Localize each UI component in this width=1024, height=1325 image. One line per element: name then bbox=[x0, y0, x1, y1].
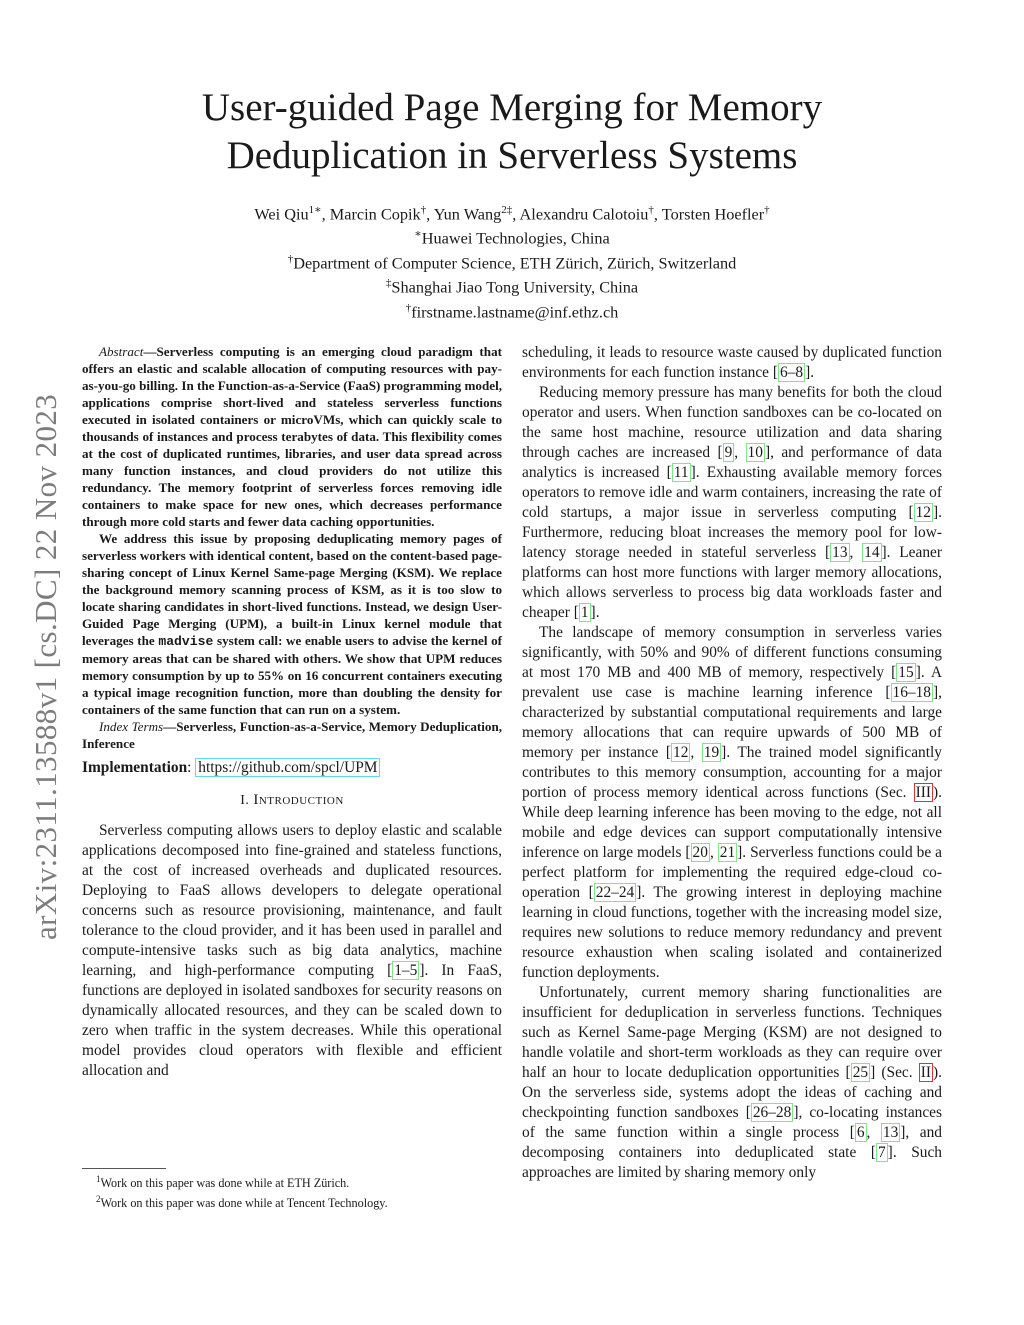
body-text: . Serverless functions could be a perfect platform for implementing the required edge-cloud co-operation bbox=[522, 844, 942, 901]
citation-link[interactable]: 19 bbox=[703, 744, 720, 761]
footnote bbox=[82, 1191, 502, 1211]
index-terms-label: Index Terms bbox=[99, 719, 164, 734]
code-madvise: madvise bbox=[158, 634, 214, 649]
citation-link[interactable]: 11 bbox=[673, 464, 689, 481]
author-name: Marcin Copik bbox=[329, 204, 421, 224]
footnote bbox=[82, 1171, 502, 1191]
citation-link[interactable]: 1–5 bbox=[394, 962, 418, 979]
body-text: . Leaner platforms can host more functions with larger memory allocations, which allows serverless to process big data workloads faster and cheaper bbox=[522, 544, 942, 621]
abstract-label: Abstract bbox=[99, 344, 144, 359]
body-paragraph: scheduling, it leads to resource waste caused by duplicated function environments for each function instance [ 6–8 ]. bbox=[522, 344, 942, 381]
affiliation bbox=[100, 249, 924, 273]
body-text: . bbox=[810, 364, 815, 381]
body-text: . The trained model significantly contributes to this memory consumption, accounting for a major portion of process memory identical across functions (Sec. bbox=[522, 744, 942, 801]
body-text: The landscape of memory consumption in serverless varies significantly, with 50% and 90% of different functions consuming at most 170 MB and 400 MB of memory, respectively bbox=[522, 624, 942, 681]
section-title: Introduction bbox=[253, 792, 344, 808]
footnote-text: Work on this paper was done while at ETH Zürich. bbox=[100, 1176, 350, 1191]
affiliation bbox=[100, 273, 924, 297]
affiliation bbox=[100, 224, 924, 248]
citation-link[interactable]: 1 bbox=[580, 604, 589, 621]
citation-link[interactable]: 6–8 bbox=[780, 364, 804, 381]
abstract bbox=[82, 343, 502, 752]
abstract-text: —Serverless computing is an emerging cloud paradigm that offers an elastic and scalable allocation of computing resources with pay-as-you-go billing. In the Function-as-a-Service (FaaS) programming model, applications comprise short-lived and stateless serverless functions executed in isolated containers or microVMs, which can quickly scale to thousands of instances and process terabytes of data. This flexibility comes at the cost of duplicated runtimes, libraries, and user data spread across many function instances, and cloud providers do not utilize this redundancy. The memory footprint of serverless forces removing idle containers to make space for new ones, which decreases performance through more cold starts and fewer data caching opportunities. bbox=[82, 344, 502, 529]
citation-link[interactable]: 20 bbox=[692, 844, 708, 861]
author-name: Yun Wang bbox=[433, 204, 502, 224]
implementation-label: Implementation bbox=[82, 759, 188, 776]
citation-link[interactable]: 15 bbox=[898, 664, 914, 681]
citation-link[interactable]: 7 bbox=[877, 1144, 886, 1161]
citation-link[interactable]: 13 bbox=[832, 544, 848, 561]
body-text: . Furthermore, reducing bloat increases the memory pool for low-latency storage needed in stateful serverless bbox=[522, 504, 942, 561]
section-number: I. bbox=[240, 793, 254, 808]
footnote-mark: 1 bbox=[96, 1174, 101, 1184]
citation-link[interactable]: 6 bbox=[856, 1124, 865, 1141]
github-link[interactable]: https://github.com/spcl/UPM bbox=[195, 758, 380, 777]
abstract-paragraph bbox=[82, 530, 502, 718]
section-reference-link[interactable]: III bbox=[915, 784, 932, 801]
citation-link[interactable]: 12 bbox=[915, 504, 931, 521]
citation-link[interactable]: 12 bbox=[673, 744, 689, 761]
body-text: scheduling, it leads to resource waste caused by duplicated function environments for each function instance bbox=[522, 344, 942, 381]
body-text: . bbox=[595, 604, 600, 621]
author-mark: 2‡ bbox=[501, 204, 513, 216]
footnote-mark: 2 bbox=[96, 1194, 101, 1205]
author-name: Wei Qiu bbox=[254, 204, 309, 224]
affiliation-text: Shanghai Jiao Tong University, China bbox=[391, 277, 639, 297]
footnote-text: Work on this paper was done while at Tencent Technology. bbox=[100, 1196, 388, 1211]
citation-link[interactable]: 21 bbox=[719, 844, 736, 861]
author-mark: † bbox=[420, 204, 427, 216]
citation-link[interactable]: 9 bbox=[724, 444, 733, 461]
implementation-line: Implementation: https://github.com/spcl/UPM bbox=[82, 758, 502, 778]
citation-link[interactable]: 16–18 bbox=[892, 684, 931, 701]
affiliation-mark: ∗ bbox=[414, 228, 422, 241]
citation-link[interactable]: 13 bbox=[882, 1124, 899, 1141]
title-line: Deduplication in Serverless Systems bbox=[226, 134, 798, 177]
author-block bbox=[100, 200, 924, 322]
section-heading bbox=[82, 790, 502, 811]
abstract-text: system call: we enable users to advise the kernel of memory areas that can be shared with others. We show that UPM reduces memory consumption by up to 55% on 16 concurrent containers executing a typical image recognition function, more than doubling the density for containers of the same function that can run on a system. bbox=[82, 633, 503, 717]
body-text: Serverless computing allows users to deploy elastic and scalable applications decomposed into fine-grained and stateless functions, at the cost of increased overheads and duplicated resources. Deploying to FaaS allows developers to delegate operational concerns such as resource provisioning, maintenance, and fault tolerance to the cloud provider, and it has been used in parallel and compute-intensive tasks such as big data analytics, machine learning, and high-performance computing bbox=[82, 822, 502, 979]
affiliation-text: Department of Computer Science, ETH Zürich, Zürich, Switzerland bbox=[293, 253, 737, 273]
body-text: . Such approaches are limited by sharing memory only bbox=[522, 1144, 942, 1181]
body-text: Reducing memory pressure has many benefits for both the cloud operator and users. When function sandboxes can be co-located on the same host machine, resource utilization and data sharing through caches are increased bbox=[522, 384, 942, 461]
body-paragraph: Serverless computing allows users to deploy elastic and scalable applications decomposed into fine-grained and stateless functions, at the cost of increased overheads and duplicated resources. Deploying to FaaS allows developers to delegate operational concerns such as resource provisioning, maintenance, and fault tolerance to the cloud provider, and it has been used in parallel and compute-intensive tasks such as big data analytics, machine learning, and high-performance computing [ 1–5 ]. In FaaS, functions are deployed in isolated sandboxes for security reasons on dynamically allocated resources, and they can be scaled down to zero when traffic in the system decreases. While this operational model provides cloud operators with flexible and efficient allocation and bbox=[82, 822, 502, 1079]
body-text: , co-locating instances of the same function within a single process bbox=[522, 1104, 943, 1141]
author-list: Wei Qiu$^{1∗}$, Marcin Copik†, Yun Wang$^{2\ddagger}$, Alexandru Calotoiu†, Torsten Hoefler† bbox=[254, 204, 770, 224]
author-mark: 1∗ bbox=[308, 204, 322, 216]
section-reference-link[interactable]: II bbox=[920, 1064, 932, 1081]
index-terms-text: —Serverless, Function-as-a-Service, Memory Deduplication, Inference bbox=[82, 719, 502, 751]
paper-title bbox=[100, 84, 924, 180]
citation-link[interactable]: 26–28 bbox=[752, 1104, 792, 1121]
affiliation-text: Huawei Technologies, China bbox=[421, 228, 610, 248]
body-text: . In FaaS, functions are deployed in isolated sandboxes for security reasons on dynamically allocated resources, and they can be scaled down to zero when traffic in the system decreases. While this operational model provides cloud operators with flexible and efficient allocation and bbox=[82, 962, 502, 1079]
body-text: ). On the serverless side, systems adopt the ideas of caching and checkpointing function sandboxes bbox=[522, 1064, 942, 1121]
email-text: firstname.lastname@inf.ethz.ch bbox=[411, 302, 619, 322]
citation-link[interactable]: 22–24 bbox=[595, 884, 635, 901]
author-name: Alexandru Calotoiu bbox=[519, 204, 649, 224]
footnotes bbox=[82, 1168, 502, 1211]
affiliation-mark: † bbox=[405, 301, 412, 314]
author-mark: † bbox=[764, 204, 770, 216]
body-text: . A prevalent use case is machine learning inference bbox=[522, 664, 942, 701]
body-text: ). While deep learning inference has been moving to the edge, not all mobile and edge devices can support computationally intensive inference on large models bbox=[522, 784, 942, 861]
body-text: . Exhausting available memory forces operators to remove idle and warm containers, increasing the rate of cold startups, a major issue in serverless computing bbox=[522, 464, 942, 521]
citation-link[interactable]: 14 bbox=[864, 544, 880, 561]
body-text: , characterized by substantial computational requirements and large memory allocations that can require upwards of 500 MB of memory per instance bbox=[522, 684, 942, 761]
body-paragraph: Unfortunately, current memory sharing functionalities are insufficient for deduplication in serverless functions. Techniques such as Kernel Same-page Merging (KSM) are not designed to handle volatile and short-term workloads as they can require over half an hour to locate deduplication opportunities [ 25 ] (Sec. II ). On the serverless side, systems adopt the ideas of caching and checkpointing function sandboxes [ 26–28 ], co-locating instances of the same function within a single process [ 6 , 13 ], and decomposing containers into deduplicated state [ 7 ]. Such approaches are limited by sharing memory only bbox=[522, 984, 943, 1181]
footnote-rule bbox=[82, 1168, 166, 1169]
body-paragraph: The landscape of memory consumption in serverless varies significantly, with 50% and 90% of different functions consuming at most 170 MB and 400 MB of memory, respectively [ 15 ]. A prevalent use case is machine learning inference [ 16–18 ], characterized by substantial computational requirements and large memory allocations that can require upwards of 500 MB of memory per instance [ 12 , 19 ]. The trained model significantly contributes to this memory consumption, accounting for a major portion of process memory identical across functions (Sec. III ). While deep learning inference has been moving to the edge, not all mobile and edge devices can support computationally intensive inference on large models [ 20 , 21 ]. Serverless functions could be a perfect platform for implementing the required edge-cloud co-operation [ 22–24 ]. The growing interest in deploying machine learning in cloud functions, together with the increasing model size, requires new solutions to reduce memory redundancy and prevent resource exhaustion when scaling isolated and containerized function deployments. bbox=[522, 624, 943, 981]
abstract-paragraph bbox=[82, 343, 502, 530]
citation-link[interactable]: 25 bbox=[852, 1064, 869, 1081]
affiliation-mark: † bbox=[287, 252, 294, 265]
left-column bbox=[82, 343, 502, 1081]
arxiv-identifier: arXiv:2311.13588v1 [cs.DC] 22 Nov 2023 bbox=[28, 393, 63, 940]
citation-link[interactable]: 10 bbox=[747, 444, 763, 461]
author-name: Torsten Hoefler bbox=[661, 204, 765, 224]
index-terms bbox=[82, 718, 502, 752]
right-column bbox=[522, 343, 942, 1183]
author-mark: † bbox=[648, 204, 654, 216]
body-text: Unfortunately, current memory sharing functionalities are insufficient for deduplication in serverless functions. Techniques such as Kernel Same-page Merging (KSM) are not designed to handle volatile and short-term workloads as they can require over half an hour to locate deduplication opportunities bbox=[522, 984, 942, 1081]
body-paragraph: Reducing memory pressure has many benefits for both the cloud operator and users. When function sandboxes can be co-located on the same host machine, resource utilization and data sharing through caches are increased [ 9 , 10 ], and performance of data analytics is increased [ 11 ]. Exhausting available memory forces operators to remove idle and warm containers, increasing the rate of cold startups, a major issue in serverless computing [ 12 ]. Furthermore, reducing bloat increases the memory pool for low-latency storage needed in stateful serverless [ 13 , 14 ]. Leaner platforms can host more functions with larger memory allocations, which allows serverless to process big data workloads faster and cheaper [ 1 ]. bbox=[522, 384, 943, 621]
title-line: User-guided Page Merging for Memory bbox=[201, 86, 823, 129]
body-text: , and decomposing containers into deduplicated state bbox=[522, 1124, 942, 1161]
body-text: . The growing interest in deploying machine learning in cloud functions, together with the increasing model size, requires new solutions to reduce memory redundancy and prevent resource exhaustion when scaling isolated and containerized function deployments. bbox=[522, 884, 943, 981]
body-text: (Sec. bbox=[875, 1064, 919, 1081]
affiliation-mark: ‡ bbox=[385, 277, 392, 290]
abstract-text: We address this issue by proposing deduplicating memory pages of serverless workers with identical content, based on the content-based page-sharing concept of Linux Kernel Same-page Merging (KSM). We replace the background memory scanning process of KSM, as it is too slow to locate sharing candidates in short-lived functions. Instead, we design User-Guided Page Merging (UPM), a built-in Linux kernel module that leverages the bbox=[82, 531, 502, 648]
body-text: , and performance of data analytics is increased bbox=[522, 444, 943, 481]
affiliation-email bbox=[100, 298, 924, 322]
